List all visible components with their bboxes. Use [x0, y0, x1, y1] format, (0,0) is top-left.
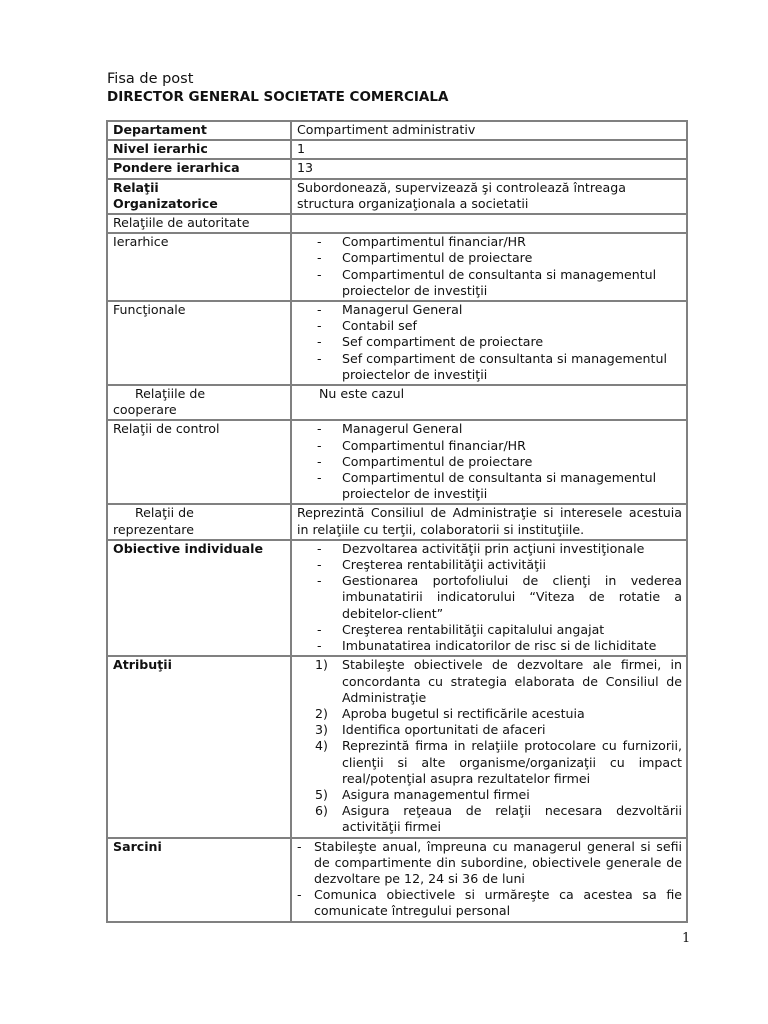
list-item: - Compartimentul financiar/HR	[317, 437, 526, 453]
list-item: 2) Aproba bugetul si rectificările acestuia	[315, 705, 585, 721]
value-pondere-ierarhica: 13	[291, 159, 687, 178]
list-item: - Creşterea rentabilităţii activităţii	[317, 557, 547, 573]
document-subtitle: DIRECTOR GENERAL SOCIETATE COMERCIALA	[107, 89, 449, 105]
label-relatii-control: Relaţii de control	[107, 420, 291, 504]
table-row	[107, 179, 687, 214]
table-row	[107, 420, 687, 504]
list-item: - Imbunatatirea indicatorilor de risc si de lichiditate	[317, 638, 657, 654]
label-pondere-ierarhica: Pondere ierarhica	[107, 159, 291, 178]
table-row	[107, 301, 687, 385]
list-item: - Stabileşte anual, împreuna cu managerul general si sefii de compartimente din subordine, obiectivele generale de dezvoltare pe 12, 24 si 36 de luni	[297, 838, 682, 886]
label-sarcini: Sarcini	[107, 838, 291, 922]
list-item: 3) Identifica oportunitati de afaceri	[315, 722, 546, 738]
list-item: - Comunica obiectivele si urmăreşte ca acestea sa fie comunicate întregului personal	[297, 887, 682, 919]
job-description-table	[106, 120, 688, 923]
page-number: 1	[682, 931, 691, 946]
table-row	[107, 121, 687, 140]
list-item: - Sef compartiment de consultanta si managementul proiectelor de investiţii	[317, 350, 667, 382]
value-nivel-ierarhic: 1	[291, 140, 687, 159]
table-row	[107, 140, 687, 159]
label-nivel-ierarhic: Nivel ierarhic	[107, 140, 291, 159]
list-item: - Managerul General	[317, 421, 463, 437]
value-departament: Compartiment administrativ	[291, 121, 687, 140]
list-item: - Gestionarea portofoliului de clienţi in vederea imbunatatirii indicatorului “Viteza de rotatie a debitelor-client”	[317, 573, 682, 621]
value-relatii-reprezentare: Reprezintă Consiliul de Administraţie si interesele acestuia in relaţiile cu terţii, colaboratorii si instituţiile.	[291, 504, 687, 539]
label-line: cooperare	[113, 402, 177, 418]
list-item: - Contabil sef	[317, 318, 417, 334]
list-item: - Compartimentul de proiectare	[317, 453, 533, 469]
value-obiective-individuale	[291, 540, 687, 656]
list-item: - Managerul General	[317, 302, 463, 318]
table-row	[107, 540, 687, 656]
list-item: - Compartimentul de consultanta si managementul proiectelor de investiţii	[317, 266, 657, 298]
label-line: Relaţiile de	[135, 386, 206, 402]
label-atributii: Atribuţii	[107, 656, 291, 837]
label-relatii-organizatorice	[107, 179, 291, 214]
label-obiective-individuale: Obiective individuale	[107, 540, 291, 656]
value-relatii-control	[291, 420, 687, 504]
label-departament: Departament	[107, 121, 291, 140]
empty-cell	[291, 214, 687, 233]
label-functionale: Funcţionale	[107, 301, 291, 385]
label-ierarhice: Ierarhice	[107, 233, 291, 301]
table-row	[107, 656, 687, 837]
value-relatii-organizatorice: Subordonează, supervizează şi controlează întreaga structura organizaţionala a societatii	[291, 179, 687, 214]
list-item: 4) Reprezintă firma in relaţiile protocolare cu furnizorii, clienţii si alte organisme/organizaţii cu impact real/potenţial asupra rezultatelor firmei	[315, 738, 682, 786]
value-relatii-cooperare: Nu este cazul	[291, 385, 687, 420]
list-item: 6) Asigura reţeaua de relaţii necesara dezvoltării activităţii firmei	[315, 803, 682, 835]
list-item: - Compartimentul de proiectare	[317, 250, 533, 266]
value-functionale	[291, 301, 687, 385]
label-line: Relaţii	[113, 179, 159, 195]
list-item: - Compartimentul financiar/HR	[317, 234, 526, 250]
label-line: reprezentare	[113, 521, 194, 537]
table-row	[107, 838, 687, 922]
table-row	[107, 214, 687, 233]
value-atributii	[291, 656, 687, 837]
table-row	[107, 504, 687, 539]
list-item: - Creşterea rentabilităţii capitalului angajat	[317, 621, 605, 637]
document-title: Fisa de post	[107, 71, 194, 87]
list-item: 5) Asigura managementul firmei	[315, 786, 530, 802]
label-relatii-reprezentare	[107, 504, 291, 539]
list-item: - Dezvoltarea activităţii prin acţiuni investiţionale	[317, 540, 645, 556]
table-row	[107, 233, 687, 301]
list-item: - Sef compartiment de proiectare	[317, 334, 544, 350]
label-line: Organizatorice	[113, 195, 218, 211]
table-row	[107, 385, 687, 420]
label-line: Relaţii de	[135, 505, 194, 521]
value-ierarhice	[291, 233, 687, 301]
label-relatii-autoritate: Relaţiile de autoritate	[107, 214, 291, 233]
list-item: 1) Stabileşte obiectivele de dezvoltare ale firmei, in concordanta cu strategia elaborata de Consiliul de Administraţie	[315, 657, 682, 705]
value-sarcini	[291, 838, 687, 922]
label-relatii-cooperare	[107, 385, 291, 420]
list-item: - Compartimentul de consultanta si managementul proiectelor de investiţii	[317, 470, 657, 502]
table-row	[107, 159, 687, 178]
